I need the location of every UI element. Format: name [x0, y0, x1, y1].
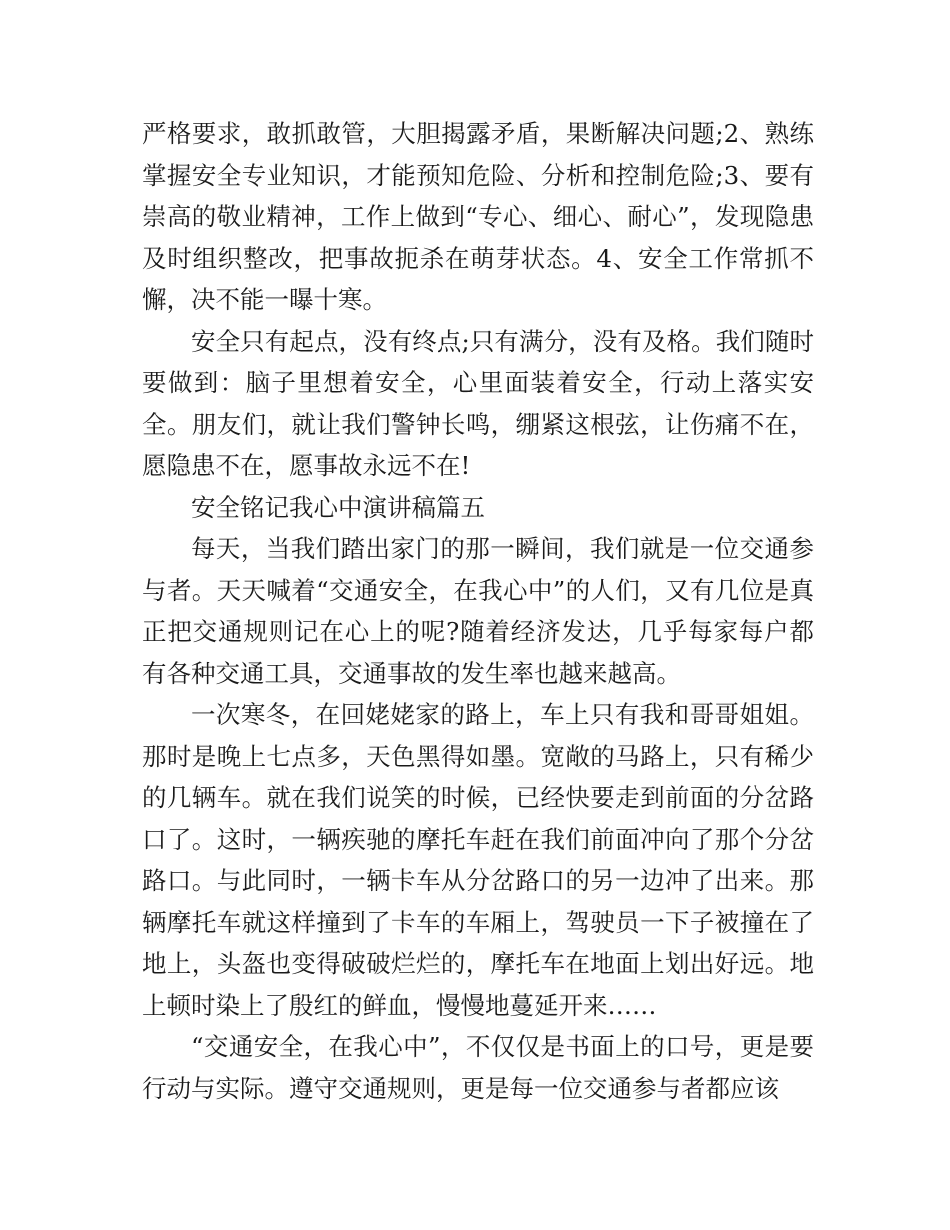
paragraph-safety-requirements: 严格要求，敢抓敢管，大胆揭露矛盾，果断解决问题;2、熟练掌握安全专业知识，才能预知危险、分析和控制危险;3、要有崇高的敬业精神，工作上做到“专心、细心、耐心”，发现隐患及时组织整改，把事故扼杀在萌芽状态。4、安全工作常抓不懈，决不能一曝十寒。 — [142, 119, 814, 314]
document-body — [142, 113, 814, 1109]
paragraph-traffic-slogan: “交通安全，在我心中”，不仅仅是书面上的口号，更是要行动与实际。遵守交通规则，更是每一位交通参与者都应该 — [142, 1032, 814, 1103]
paragraph-traffic-intro: 每天，当我们踏出家门的那一瞬间，我们就是一位交通参与者。天天喊着“交通安全，在我心中”的人们，又有几位是真正把交通规则记在心上的呢?随着经济发达，几乎每家每户都有各种交通工具，交通事故的发生率也越来越高。 — [142, 534, 814, 688]
paragraph-accident-story: 一次寒冬，在回姥姥家的路上，车上只有我和哥哥姐姐。那时是晚上七点多，天色黑得如墨。宽敞的马路上，只有稀少的几辆车。就在我们说笑的时候，已经快要走到前面的分岔路口了。这时，一辆疾驰的摩托车赶在我们前面冲向了那个分岔路口。与此同时，一辆卡车从分岔路口的另一边冲了出来。那辆摩托车就这样撞到了卡车的车厢上，驾驶员一下子被撞在了地上，头盔也变得破破烂烂的，摩托车在地面上划出好远。地上顿时染上了殷红的鲜血，慢慢地蔓延开来…… — [142, 700, 814, 1020]
paragraph-safety-conclusion: 安全只有起点，没有终点;只有满分，没有及格。我们随时要做到：脑子里想着安全，心里面装着安全，行动上落实安全。朋友们，就让我们警钟长鸣，绷紧这根弦，让伤痛不在，愿隐患不在，愿事故永远不在! — [142, 326, 814, 480]
section-heading: 安全铭记我心中演讲稿篇五 — [191, 492, 485, 522]
